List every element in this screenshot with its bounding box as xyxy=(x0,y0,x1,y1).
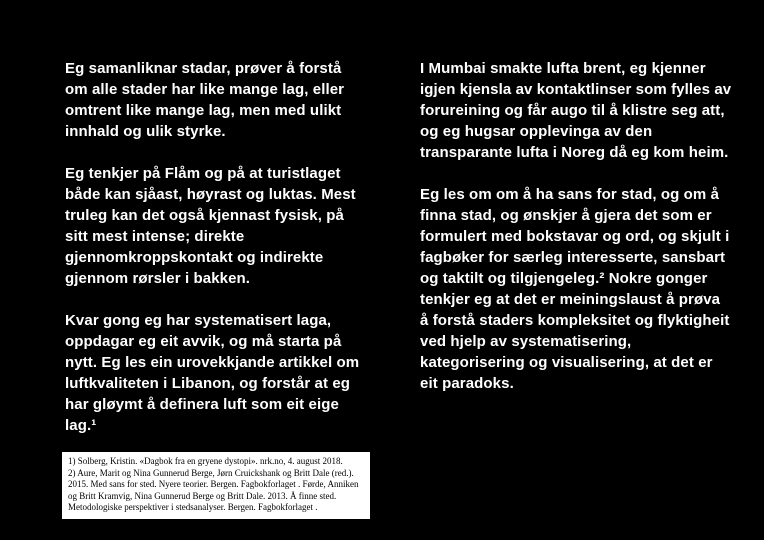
footnote-entry: 2) Aure, Marit og Nina Gunnerud Berge, Jørn Cruickshank og Britt Dale (red.). 2015. Med sans for sted. Nyere teorier. Bergen. Fagbokforlaget . Førde, Anniken og Britt Kramvig, Nina Gunnerud Berge og Britt Dale. 2013. Å finne sted. Metodologiske perspektiver i stedsanalyser. Bergen. Fagbokforlaget . xyxy=(68,467,359,512)
paragraph: Kvar gong eg har systematisert laga, oppdagar eg eit avvik, og må starta på nytt. Eg les ein urovekkjande artikkel om luftkvaliteten i Libanon, og forstår at eg har gløymt å definera luft som eit eige lag.¹ xyxy=(65,312,360,434)
right-column xyxy=(420,58,732,415)
paragraph: Eg tenkjer på Flåm og på at turistlaget både kan sjåast, høyrast og luktas. Mest truleg kan det også kjennast fysisk, på sitt mest intense; direkte gjennomkroppskontakt og indirekte gjennom rørsler i bakken. xyxy=(65,165,356,287)
paragraph: Eg samanliknar stadar, prøver å forstå om alle stader har like mange lag, eller omtrent like mange lag, men med ulikt innhald og ulik styrke. xyxy=(65,60,345,140)
left-column xyxy=(65,58,365,457)
footnote-entry: 1) Solberg, Kristin. «Dagbok fra en gryene dystopi». nrk.no, 4. august 2018. xyxy=(68,456,343,466)
paragraph: I Mumbai smakte lufta brent, eg kjenner igjen kjensla av kontaktlinser som fylles av forureining og får augo til å klistre seg att, og eg hugsar opplevinga av den transparante lufta i Noreg då eg kom heim. xyxy=(420,60,732,161)
paragraph: Eg les om om å ha sans for stad, og om å finna stad, og ønskjer å gjera det som er formulert med bokstavar og ord, og skjult i fagbøker for særleg interesserte, sansbart og taktilt og tilgjengeleg.² Nokre gonger tenkjer eg at det er meiningslaust å prøva å forstå staders kompleksitet og flyktigheit ved hjelp av systematisering, kategorisering og visualisering, at det er eit paradoks. xyxy=(420,186,730,392)
footnotes-box xyxy=(62,452,370,519)
